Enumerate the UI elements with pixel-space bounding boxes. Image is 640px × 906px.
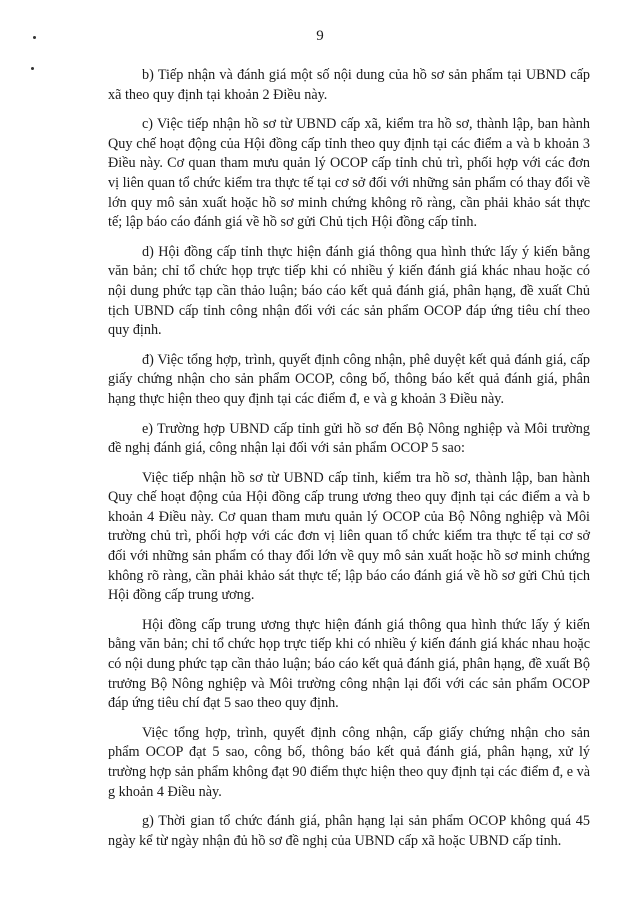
page-number: 9 — [316, 28, 324, 44]
document-body — [108, 66, 590, 861]
paragraph-e-3: Việc tổng hợp, trình, quyết định công nhận, cấp giấy chứng nhận cho sản phẩm OCOP đạt 5 sao, công bố, thông báo kết quả đánh giá, phân hạng, xử lý trường hợp sản phẩm không đạt 90 điểm thực hiện theo quy định tại các điểm đ, e và g khoản 4 Điều này. — [108, 724, 590, 800]
paragraph-e-2: Hội đồng cấp trung ương thực hiện đánh giá thông qua hình thức lấy ý kiến bằng văn bản; chỉ tổ chức họp trực tiếp khi có nhiều ý kiến đánh giá khác nhau hoặc có nội dung phức tạp cần thảo luận; báo cáo kết quả đánh giá, phân hạng, đề xuất Bộ trưởng Bộ Nông nghiệp và Môi trường công nhận lại đối với các sản phẩm OCOP đáp ứng tiêu chí đạt 5 sao theo quy định. — [108, 616, 590, 712]
paragraph-e: e) Trường hợp UBND cấp tỉnh gửi hồ sơ đến Bộ Nông nghiệp và Môi trường đề nghị đánh giá, công nhận lại đối với sản phẩm OCOP 5 sao: — [108, 420, 590, 457]
paragraph-c: c) Việc tiếp nhận hồ sơ từ UBND cấp xã, kiểm tra hồ sơ, thành lập, ban hành Quy chế hoạt động của Hội đồng cấp tỉnh theo quy định tại các điểm a và b khoản 3 Điều này. Cơ quan tham mưu quản lý OCOP cấp tỉnh chủ trì, phối hợp với các đơn vị liên quan tổ chức kiểm tra thực tế tại cơ sở đối với những sản phẩm có thay đổi về lớn quy mô sản xuất hoặc hồ sơ minh chứng không rõ ràng, cần phải khảo sát thực tế; lập báo cáo đánh giá về hồ sơ gửi Chủ tịch Hội đồng cấp tỉnh. — [108, 116, 590, 231]
paragraph-g: g) Thời gian tổ chức đánh giá, phân hạng lại sản phẩm OCOP không quá 45 ngày kể từ ngày nhận đủ hồ sơ đề nghị của UBND cấp xã hoặc UBND cấp tỉnh. — [108, 813, 590, 849]
paragraph-e-1: Việc tiếp nhận hồ sơ từ UBND cấp tỉnh, kiểm tra hồ sơ, thành lập, ban hành Quy chế hoạt động của Hội đồng cấp trung ương theo quy định tại các điểm a và b khoản 4 Điều này. Cơ quan tham mưu quản lý OCOP của Bộ Nông nghiệp và Môi trường chủ trì, phối hợp với các đơn vị liên quan tổ chức kiểm tra thực tế tại cơ sở đối với những sản phẩm có thay đổi lớn về quy mô sản xuất hoặc hồ sơ minh chứng không rõ ràng, cần phải khảo sát thực tế; lập báo cáo đánh giá về hồ sơ gửi Chủ tịch Hội đồng cấp trung ương. — [108, 469, 590, 604]
scan-speck — [31, 67, 34, 70]
paragraph-d: d) Hội đồng cấp tỉnh thực hiện đánh giá thông qua hình thức lấy ý kiến bằng văn bản; chỉ tổ chức họp trực tiếp khi có nhiều ý kiến đánh giá khác nhau hoặc có nội dung phức tạp cần thảo luận; báo cáo kết quả đánh giá, phân hạng, đề xuất Chủ tịch UBND cấp tỉnh công nhận đối với các sản phẩm OCOP đáp ứng tiêu chí theo quy định. — [108, 243, 590, 339]
paragraph-dd: đ) Việc tổng hợp, trình, quyết định công nhận, phê duyệt kết quả đánh giá, cấp giấy chứng nhận cho sản phẩm OCOP, công bố, thông báo kết quả đánh giá, phân hạng thực hiện theo quy định tại các điểm đ, e và g khoản 3 Điều này. — [108, 351, 590, 407]
paragraph-b: b) Tiếp nhận và đánh giá một số nội dung của hồ sơ sản phẩm tại UBND cấp xã theo quy định tại khoản 2 Điều này. — [108, 67, 590, 103]
